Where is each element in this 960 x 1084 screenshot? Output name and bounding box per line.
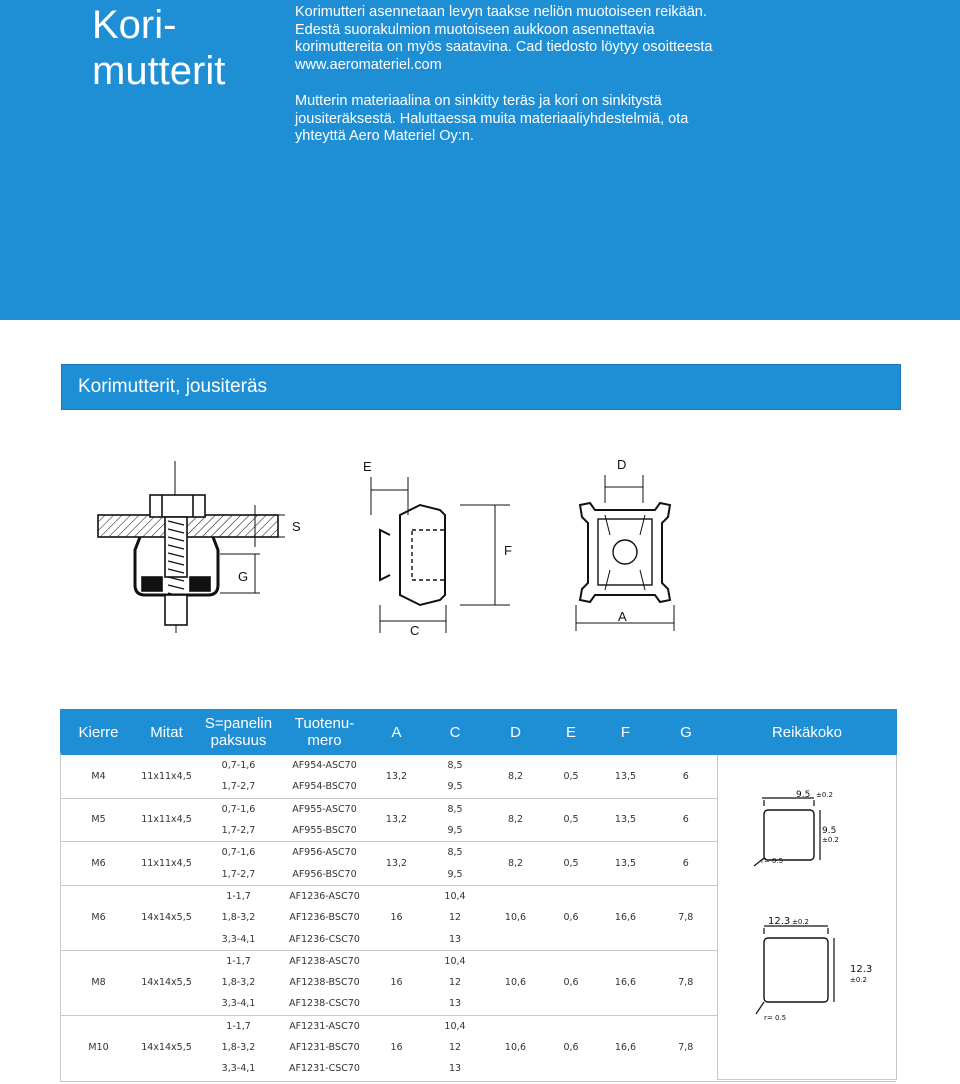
dim-label-e: E [363, 459, 372, 474]
large-hole-height: 12.3 [850, 964, 873, 975]
header-a: A [369, 710, 425, 755]
cell-panel-thickness: 3,3-4,1 [221, 1063, 256, 1075]
cell-d: 10,6 [486, 1015, 546, 1079]
hero-banner [0, 0, 960, 320]
cell-panel-thickness: 1,8-3,2 [221, 912, 256, 924]
cell-thread: M6 [61, 885, 137, 950]
cell-d: 10,6 [486, 885, 546, 950]
cell-g: 6 [655, 798, 718, 842]
cell-a: 13,2 [369, 755, 425, 799]
cell-part-number: AF1231-BSC70 [289, 1042, 360, 1053]
cell-panel-thickness: 1-1,7 [197, 950, 281, 972]
large-hole-drawing [756, 926, 834, 1014]
header-c: C [425, 710, 486, 755]
header-s-paksuus: S=panelin paksuus [197, 710, 281, 755]
cell-a: 16 [369, 1015, 425, 1079]
cell-part-number: AF955-ASC70 [281, 798, 369, 820]
cell-panel-thickness: 0,7-1,6 [197, 798, 281, 820]
cell-d: 10,6 [486, 950, 546, 1015]
page-title-line1: Kori- [92, 3, 177, 47]
cell-a: 16 [369, 950, 425, 1015]
small-hole-width: 9.5 [796, 790, 811, 800]
cell-c: 13 [448, 933, 462, 945]
cell-panel-thickness: 1-1,7 [197, 1015, 281, 1037]
cell-c: 10,4 [425, 885, 486, 907]
cell-c: 13 [448, 1063, 462, 1075]
dim-label-g: G [238, 569, 249, 584]
small-hole-height-tol: ±0.2 [822, 836, 839, 844]
dim-label-a: A [618, 609, 627, 624]
cell-panel-thickness: 1,7-2,7 [221, 868, 256, 880]
cell-c: 10,4 [425, 950, 486, 972]
cell-panel-thickness: 3,3-4,1 [221, 998, 256, 1010]
front-view-drawing [576, 475, 674, 631]
cell-g: 7,8 [655, 885, 718, 950]
header-tuotenumero: Tuotenu-mero [281, 710, 369, 755]
dim-label-d: D [617, 457, 627, 472]
cell-size: 11x11x4,5 [137, 842, 197, 886]
cell-panel-thickness: 1-1,7 [197, 885, 281, 907]
cell-part-number: AF956-BSC70 [292, 868, 357, 880]
small-hole-height: 9.5 [822, 826, 837, 836]
cell-panel-thickness: 1,8-3,2 [221, 977, 256, 989]
cell-c: 12 [448, 912, 462, 924]
cell-part-number: AF1238-CSC70 [289, 998, 360, 1010]
cell-c: 9,5 [447, 825, 463, 837]
header-mitat: Mitat [137, 710, 197, 755]
header-reikakoko: Reikäkoko [718, 710, 897, 755]
cell-size: 14x14x5,5 [137, 950, 197, 1015]
cell-thread: M5 [61, 798, 137, 842]
cell-size: 14x14x5,5 [137, 1015, 197, 1079]
cell-e: 0,5 [546, 842, 597, 886]
material-paragraph: Mutterin materiaalina on sinkitty teräs ja kori on sinkitystä jousiteräksestä. Haluttaessa muita materiaaliyhdestelmiä, ota yhteyttä Aero Materiel Oy:n. [295, 93, 689, 144]
cell-thread: M6 [61, 842, 137, 886]
cell-a: 16 [369, 885, 425, 950]
header-kierre: Kierre [61, 710, 137, 755]
cell-thread: M4 [61, 755, 137, 799]
technical-drawings [80, 455, 780, 635]
cell-e: 0,6 [546, 1015, 597, 1079]
section-header [61, 364, 901, 410]
cell-panel-thickness: 1,8-3,2 [221, 1042, 256, 1053]
dim-label-s: S [292, 519, 301, 534]
dim-label-f: F [504, 543, 512, 558]
cell-c: 9,5 [447, 781, 463, 793]
cell-f: 16,6 [597, 885, 655, 950]
large-hole-height-tol: ±0.2 [850, 976, 867, 984]
cell-part-number: AF1236-CSC70 [289, 933, 360, 945]
cell-f: 13,5 [597, 842, 655, 886]
cell-part-number: AF1236-BSC70 [289, 912, 360, 924]
cell-d: 8,2 [486, 842, 546, 886]
page-title [92, 2, 282, 94]
cell-f: 13,5 [597, 755, 655, 799]
header-g: G [655, 710, 718, 755]
cell-e: 0,6 [546, 950, 597, 1015]
installed-nut-drawing [98, 461, 285, 633]
cell-part-number: AF1231-ASC70 [281, 1015, 369, 1037]
cell-part-number: AF954-BSC70 [292, 781, 357, 793]
side-view-drawing [371, 477, 510, 633]
large-hole-width: 12.3 [768, 916, 791, 927]
cell-c: 10,4 [425, 1015, 486, 1037]
cell-c: 12 [448, 977, 462, 989]
header-f: F [597, 710, 655, 755]
cell-c: 13 [448, 998, 462, 1010]
cell-part-number: AF955-BSC70 [292, 825, 357, 837]
cell-panel-thickness: 1,7-2,7 [221, 825, 256, 837]
cell-part-number: AF956-ASC70 [281, 842, 369, 864]
cell-part-number: AF1236-ASC70 [281, 885, 369, 907]
cell-panel-thickness: 1,7-2,7 [221, 781, 256, 793]
cell-d: 8,2 [486, 755, 546, 799]
large-hole-width-tol: ±0.2 [792, 918, 809, 926]
cell-thread: M8 [61, 950, 137, 1015]
cell-part-number: AF1231-CSC70 [289, 1063, 360, 1075]
cell-e: 0,5 [546, 798, 597, 842]
cell-c: 8,5 [425, 798, 486, 820]
cell-size: 11x11x4,5 [137, 798, 197, 842]
cell-a: 13,2 [369, 798, 425, 842]
small-hole-radius: r= 0.5 [761, 857, 784, 865]
cell-g: 6 [655, 842, 718, 886]
cell-part-number: AF1238-ASC70 [281, 950, 369, 972]
cell-part-number: AF1238-BSC70 [289, 977, 360, 989]
cell-g: 6 [655, 755, 718, 799]
cell-g: 7,8 [655, 950, 718, 1015]
small-hole-drawing [754, 798, 820, 866]
cell-panel-thickness: 3,3-4,1 [221, 933, 256, 945]
cell-c: 8,5 [425, 755, 486, 777]
cell-panel-thickness: 0,7-1,6 [197, 755, 281, 777]
hole-size-drawings [744, 754, 894, 1080]
cell-c: 9,5 [447, 868, 463, 880]
cell-a: 13,2 [369, 842, 425, 886]
cell-c: 12 [448, 1042, 462, 1053]
cell-panel-thickness: 0,7-1,6 [197, 842, 281, 864]
cell-e: 0,5 [546, 755, 597, 799]
large-hole-radius: r= 0.5 [764, 1014, 787, 1022]
cell-thread: M10 [61, 1015, 137, 1079]
cell-d: 8,2 [486, 798, 546, 842]
table-header-row [61, 710, 897, 755]
cell-size: 11x11x4,5 [137, 755, 197, 799]
small-hole-width-tol: ±0.2 [816, 791, 833, 799]
cell-c: 8,5 [425, 842, 486, 864]
header-e: E [546, 710, 597, 755]
page-title-line2: mutterit [92, 49, 226, 93]
cell-f: 13,5 [597, 798, 655, 842]
cell-g: 7,8 [655, 1015, 718, 1079]
header-d: D [486, 710, 546, 755]
cell-f: 16,6 [597, 950, 655, 1015]
cell-f: 16,6 [597, 1015, 655, 1079]
intro-paragraph: Korimutteri asennetaan levyn taakse neliön muotoiseen reikään. Edestä suorakulmion muotoiseen aukkoon asennettavia korimuttereita on myös saatavina. Cad tiedosto löytyy osoitteesta www.aeromateriel.com [295, 4, 713, 73]
cell-e: 0,6 [546, 885, 597, 950]
section-title: Korimutterit, jousiteräs [78, 376, 268, 397]
cell-size: 14x14x5,5 [137, 885, 197, 950]
dim-label-c: C [410, 623, 420, 635]
cell-part-number: AF954-ASC70 [281, 755, 369, 777]
